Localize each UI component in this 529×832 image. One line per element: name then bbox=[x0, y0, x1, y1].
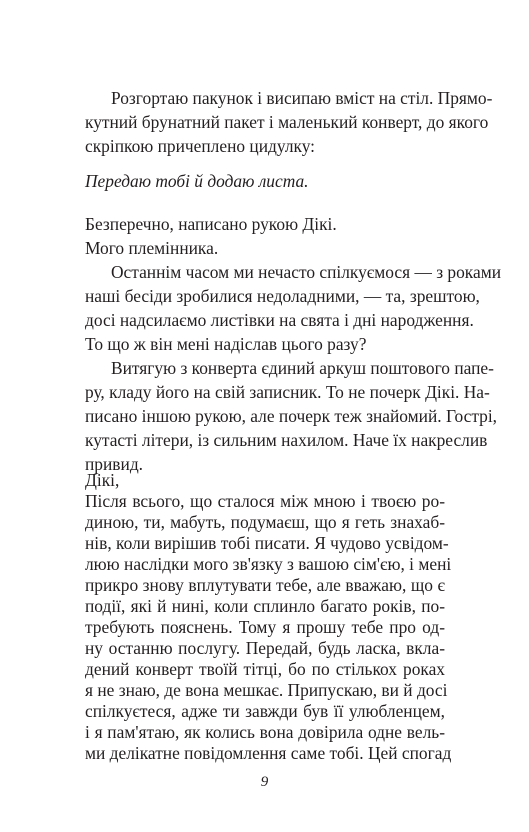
text-line: Безперечно, написано рукою Дікі. bbox=[85, 214, 337, 234]
letter-line: ну останню послугу. Передай, будь ласка, вкла- bbox=[85, 638, 445, 658]
text-line: кутасті літери, із сильним нахилом. Наче їх накреслив bbox=[85, 430, 488, 450]
text-line: ру, кладу його на свій записник. То не почерк Дікі. На- bbox=[85, 382, 490, 402]
letter-line: Після всього, що сталося між мною і твоєю ро- bbox=[85, 491, 445, 511]
letter-line: прикро знову вплутувати тебе, але вважаю, що є bbox=[85, 575, 445, 595]
letter-salutation: Дікі, bbox=[85, 470, 120, 490]
text-line: кутний брунатний пакет і маленький конверт, до якого bbox=[85, 112, 489, 132]
text-line: Розгортаю пакунок і висипаю вміст на стіл. Прямо- bbox=[111, 88, 493, 108]
text-line: Останнім часом ми нечасто спілкуємося — з роками bbox=[111, 262, 502, 282]
letter-line: дений конверт твоїй тітці, бо по стількох роках bbox=[85, 659, 445, 679]
text-line: скріпкою причеплено цидулку: bbox=[85, 136, 316, 156]
letter-line: люю наслідки мого зв'язку з вашою сім'єю, і мені bbox=[85, 554, 452, 574]
text-line: Витягую з конверта єдиний аркуш поштового папе- bbox=[111, 358, 494, 378]
letter-line: требують пояснень. Тому я прошу тебе про од- bbox=[85, 617, 445, 637]
text-line: досі надсилаємо листівки на свята і дні народження. bbox=[85, 310, 474, 330]
letter-line: я не знаю, де вона мешкає. Припускаю, ви й досі bbox=[85, 680, 448, 700]
text-line: Мого племінника. bbox=[85, 238, 219, 258]
letter-line: нів, коли вирішив тобі писати. Я чудово усвідом- bbox=[85, 533, 449, 553]
letter-line: і я пам'ятаю, як колись вона довірила одне вель- bbox=[85, 722, 445, 742]
letter-line: події, які й нині, коли сплинло багато років, по- bbox=[85, 596, 445, 616]
letter-line: диною, ти, мабуть, подумаєш, що я геть знахаб- bbox=[85, 512, 445, 532]
italic-note: Передаю тобі й додаю листа. bbox=[85, 171, 309, 191]
page-number: 9 bbox=[260, 774, 269, 790]
letter-line: ми делікатне повідомлення саме тобі. Цей спогад bbox=[85, 743, 452, 763]
text-line: привид. bbox=[85, 454, 144, 474]
text-line: наші бесіди зробилися недоладними, — та, зрештою, bbox=[85, 286, 480, 306]
text-line: писано іншою рукою, але почерк теж знайомий. Гострі, bbox=[85, 406, 498, 426]
text-line: То що ж він мені надіслав цього разу? bbox=[85, 334, 367, 354]
letter-line: спілкуєтеся, адже ти завжди був її улюбленцем, bbox=[85, 701, 445, 721]
